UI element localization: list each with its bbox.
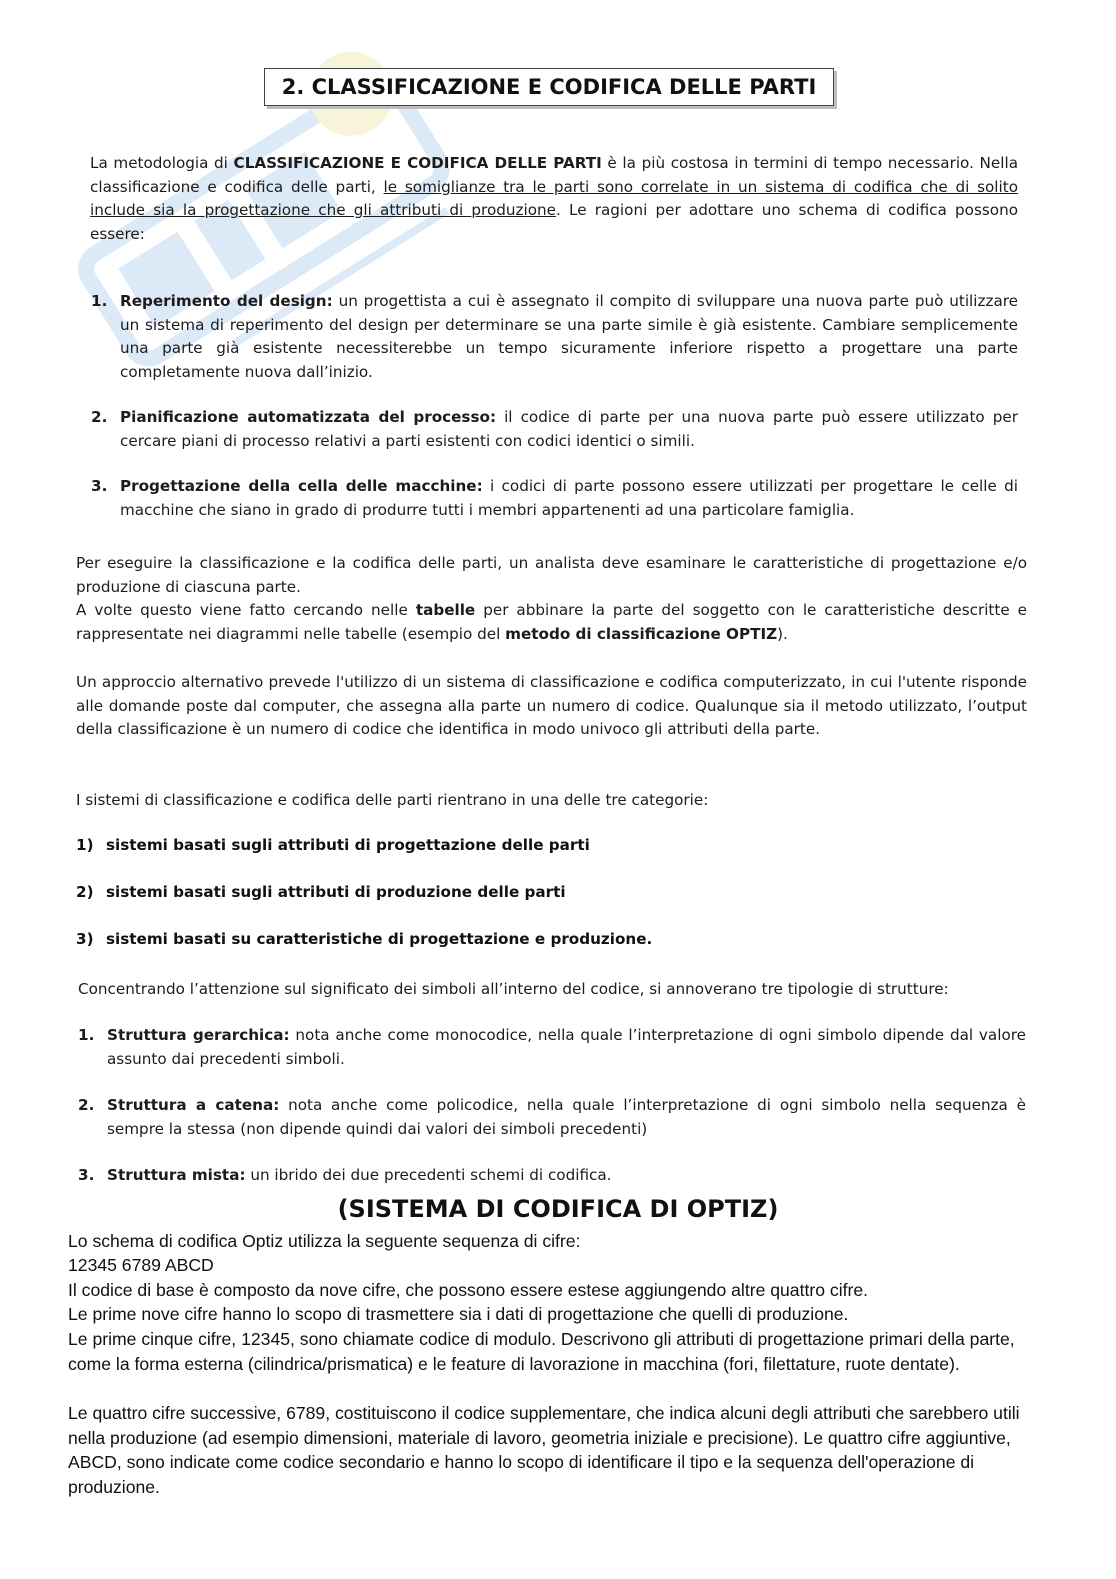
optiz-title: (SISTEMA DI CODIFICA DI OPTIZ) bbox=[337, 1195, 779, 1223]
optiz-line-1: Lo schema di codifica Optiz utilizza la seguente sequenza di cifre: bbox=[68, 1231, 581, 1251]
categories-intro: I sistemi di classificazione e codifica delle parti rientrano in una delle tre categorie: bbox=[76, 791, 709, 809]
optiz-modulo-paragraph: Le prime cinque cifre, 12345, sono chiamate codice di modulo. Descrivono gli attributi di progettazione primari della parte, come la forma esterna (cilindrica/prismatica) e le feature di lavorazione in macchina (fori, filettature, ruote dentate). bbox=[68, 1329, 1015, 1374]
structure-item-1: 1. Struttura gerarchica: nota anche come monocodice, nella quale l’interpretazione di ogni simbolo dipende dal valore assunto dai precedenti simboli. bbox=[78, 1026, 1026, 1068]
optiz-code-sequence: 12345 6789 ABCD bbox=[68, 1255, 214, 1275]
intro-bold: CLASSIFICAZIONE E CODIFICA DELLE PARTI bbox=[233, 154, 602, 172]
reason-title: Progettazione della cella delle macchine: bbox=[120, 477, 483, 495]
alternative-paragraph: Un approccio alternativo prevede l'utilizzo di un sistema di classificazione e codifica computerizzato, in cui l'utente risponde alle domande poste dal computer, che assegna alla parte un numero di codice. Qualunque sia il metodo utilizzato, l’output della classificazione è un numero di codice che identifica in modo univoco gli attributi della parte. bbox=[76, 673, 1027, 739]
reason-item-2: 2. Pianificazione automatizzata del processo: il codice di parte per una nuova parte può essere utilizzato per cercare piani di processo relativi a parti esistenti con codici identici o simili. bbox=[91, 408, 1018, 450]
structure-item-2: 2. Struttura a catena: nota anche come policodice, nella quale l’interpretazione di ogni simbolo nella sequenza è sempre la stessa (non dipende quindi dai valori dei simboli precedenti) bbox=[78, 1096, 1026, 1138]
section-title: 2. CLASSIFICAZIONE E CODIFICA DELLE PARTI bbox=[264, 68, 834, 106]
category-item-3: 3) sistemi basati su caratteristiche di progettazione e produzione. bbox=[76, 930, 653, 948]
structure-title: Struttura a catena: bbox=[107, 1096, 280, 1114]
category-item-2: 2) sistemi basati sugli attributi di produzione delle parti bbox=[76, 883, 566, 901]
structure-title: Struttura mista: bbox=[107, 1166, 246, 1184]
reason-title: Pianificazione automatizzata del processo: bbox=[120, 408, 497, 426]
reason-item-1: 1. Reperimento del design: un progettista a cui è assegnato il compito di sviluppare una nuova parte può utilizzare un sistema di reperimento del design per determinare se una parte simile è già esistente. Cambiare semplicemente una parte già esistente necessiterebbe un tempo sicuramente inferiore rispetto a progettare una parte completamente nuova dall’inizio. bbox=[91, 292, 1019, 381]
reason-item-3: 3. Progettazione della cella delle macchine: i codici di parte possono essere utilizzati per progettare le celle di macchine che siano in grado di produrre tutti i membri appartenenti ad una particolare famiglia. bbox=[91, 477, 1019, 519]
intro-underlined: le somiglianze tra le parti sono correlate in un sistema di codifica che di solito include sia la progettazione che gli attributi di produzione bbox=[90, 177, 1018, 220]
optiz-line-3: Il codice di base è composto da nove cifre, che possono essere estese aggiungendo altre quattro cifre. bbox=[68, 1280, 869, 1300]
reason-title: Reperimento del design: bbox=[120, 292, 333, 310]
optiz-supplementare-paragraph: Le quattro cifre successive, 6789, costituiscono il codice supplementare, che indica alcuni degli attributi che sarebbero utili nella produzione (ad esempio dimensioni, materiale di lavoro, geometria iniziale e precisione). Le quattro cifre aggiuntive, ABCD, sono indicate come codice secondario e hanno lo scopo di identificare il tipo e la sequenza dell'operazione di produzione. bbox=[68, 1403, 1020, 1497]
intro-paragraph: La metodologia di CLASSIFICAZIONE E CODIFICA DELLE PARTI è la più costosa in termini di tempo necessario. Nella classificazione e codifica delle parti, le somiglianze tra le parti sono correlate in un sistema di codifica che di solito include sia la progettazione che gli attributi di produzione. Le ragioni per adottare uno schema di codifica possono essere: bbox=[90, 154, 1018, 243]
structures-intro: Concentrando l’attenzione sul significato dei simboli all’interno del codice, si annoverano tre tipologie di strutture: bbox=[78, 980, 949, 998]
analysis-paragraph: Per eseguire la classificazione e la codifica delle parti, un analista deve esaminare le caratteristiche di progettazione e/o produzione di ciascuna parte. A volte questo viene fatto cercando nelle tabelle per abbinare la parte del soggetto con le caratteristiche descritte e rappresentate nei diagrammi nelle tabelle (esempio del metodo di classificazione OPTIZ). bbox=[76, 554, 1027, 643]
optiz-line-4: Le prime nove cifre hanno lo scopo di trasmettere sia i dati di progettazione che quelli di produzione. bbox=[68, 1304, 849, 1324]
category-item-1: 1) sistemi basati sugli attributi di progettazione delle parti bbox=[76, 836, 590, 854]
structure-item-3: 3. Struttura mista: un ibrido dei due precedenti schemi di codifica. bbox=[78, 1166, 612, 1184]
structure-title: Struttura gerarchica: bbox=[107, 1026, 290, 1044]
